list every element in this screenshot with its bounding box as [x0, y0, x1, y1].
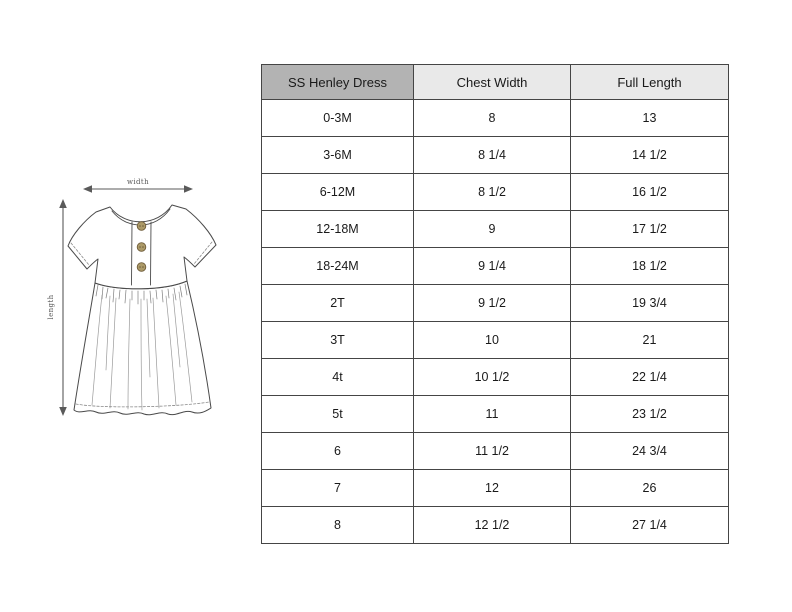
table-row [262, 248, 729, 285]
size-table-body [262, 100, 729, 544]
full-length-cell: 27 1/4 [571, 507, 729, 544]
button-icon [137, 222, 146, 231]
size-cell: 4t [262, 359, 414, 396]
chest-width-cell: 11 1/2 [414, 433, 571, 470]
chest-width-cell: 9 1/4 [414, 248, 571, 285]
chest-width-cell: 12 [414, 470, 571, 507]
table-row [262, 396, 729, 433]
dress-diagram [40, 165, 235, 430]
button-icon [137, 263, 146, 272]
column-header-full-length: Full Length [571, 65, 729, 100]
full-length-cell: 18 1/2 [571, 248, 729, 285]
chest-width-cell: 9 1/2 [414, 285, 571, 322]
table-row [262, 174, 729, 211]
size-cell: 2T [262, 285, 414, 322]
chest-width-cell: 12 1/2 [414, 507, 571, 544]
size-cell: 8 [262, 507, 414, 544]
chest-width-cell: 10 [414, 322, 571, 359]
size-cell: 7 [262, 470, 414, 507]
table-row [262, 100, 729, 137]
chest-width-cell: 11 [414, 396, 571, 433]
table-row [262, 359, 729, 396]
size-cell: 0-3M [262, 100, 414, 137]
size-cell: 12-18M [262, 211, 414, 248]
full-length-cell: 14 1/2 [571, 137, 729, 174]
chest-width-cell: 8 [414, 100, 571, 137]
full-length-cell: 24 3/4 [571, 433, 729, 470]
full-length-cell: 23 1/2 [571, 396, 729, 433]
chest-width-cell: 9 [414, 211, 571, 248]
size-cell: 6-12M [262, 174, 414, 211]
size-cell: 5t [262, 396, 414, 433]
table-header-row [262, 65, 729, 100]
length-arrow-icon [47, 199, 67, 416]
chest-width-cell: 8 1/4 [414, 137, 571, 174]
dress-illustration [68, 205, 216, 415]
button-icon [137, 243, 146, 252]
column-header-size: SS Henley Dress [262, 65, 414, 100]
full-length-cell: 19 3/4 [571, 285, 729, 322]
table-row [262, 211, 729, 248]
size-table [261, 64, 729, 544]
size-cell: 3-6M [262, 137, 414, 174]
table-row [262, 470, 729, 507]
width-label: width [126, 178, 150, 186]
column-header-chest-width: Chest Width [414, 65, 571, 100]
full-length-cell: 22 1/4 [571, 359, 729, 396]
full-length-cell: 16 1/2 [571, 174, 729, 211]
table-row [262, 507, 729, 544]
length-label: length [47, 294, 55, 320]
width-arrow-icon [83, 178, 193, 193]
table-row [262, 285, 729, 322]
full-length-cell: 21 [571, 322, 729, 359]
table-row [262, 433, 729, 470]
full-length-cell: 17 1/2 [571, 211, 729, 248]
size-cell: 3T [262, 322, 414, 359]
table-row [262, 137, 729, 174]
chest-width-cell: 8 1/2 [414, 174, 571, 211]
full-length-cell: 13 [571, 100, 729, 137]
full-length-cell: 26 [571, 470, 729, 507]
chest-width-cell: 10 1/2 [414, 359, 571, 396]
size-cell: 18-24M [262, 248, 414, 285]
size-cell: 6 [262, 433, 414, 470]
table-row [262, 322, 729, 359]
